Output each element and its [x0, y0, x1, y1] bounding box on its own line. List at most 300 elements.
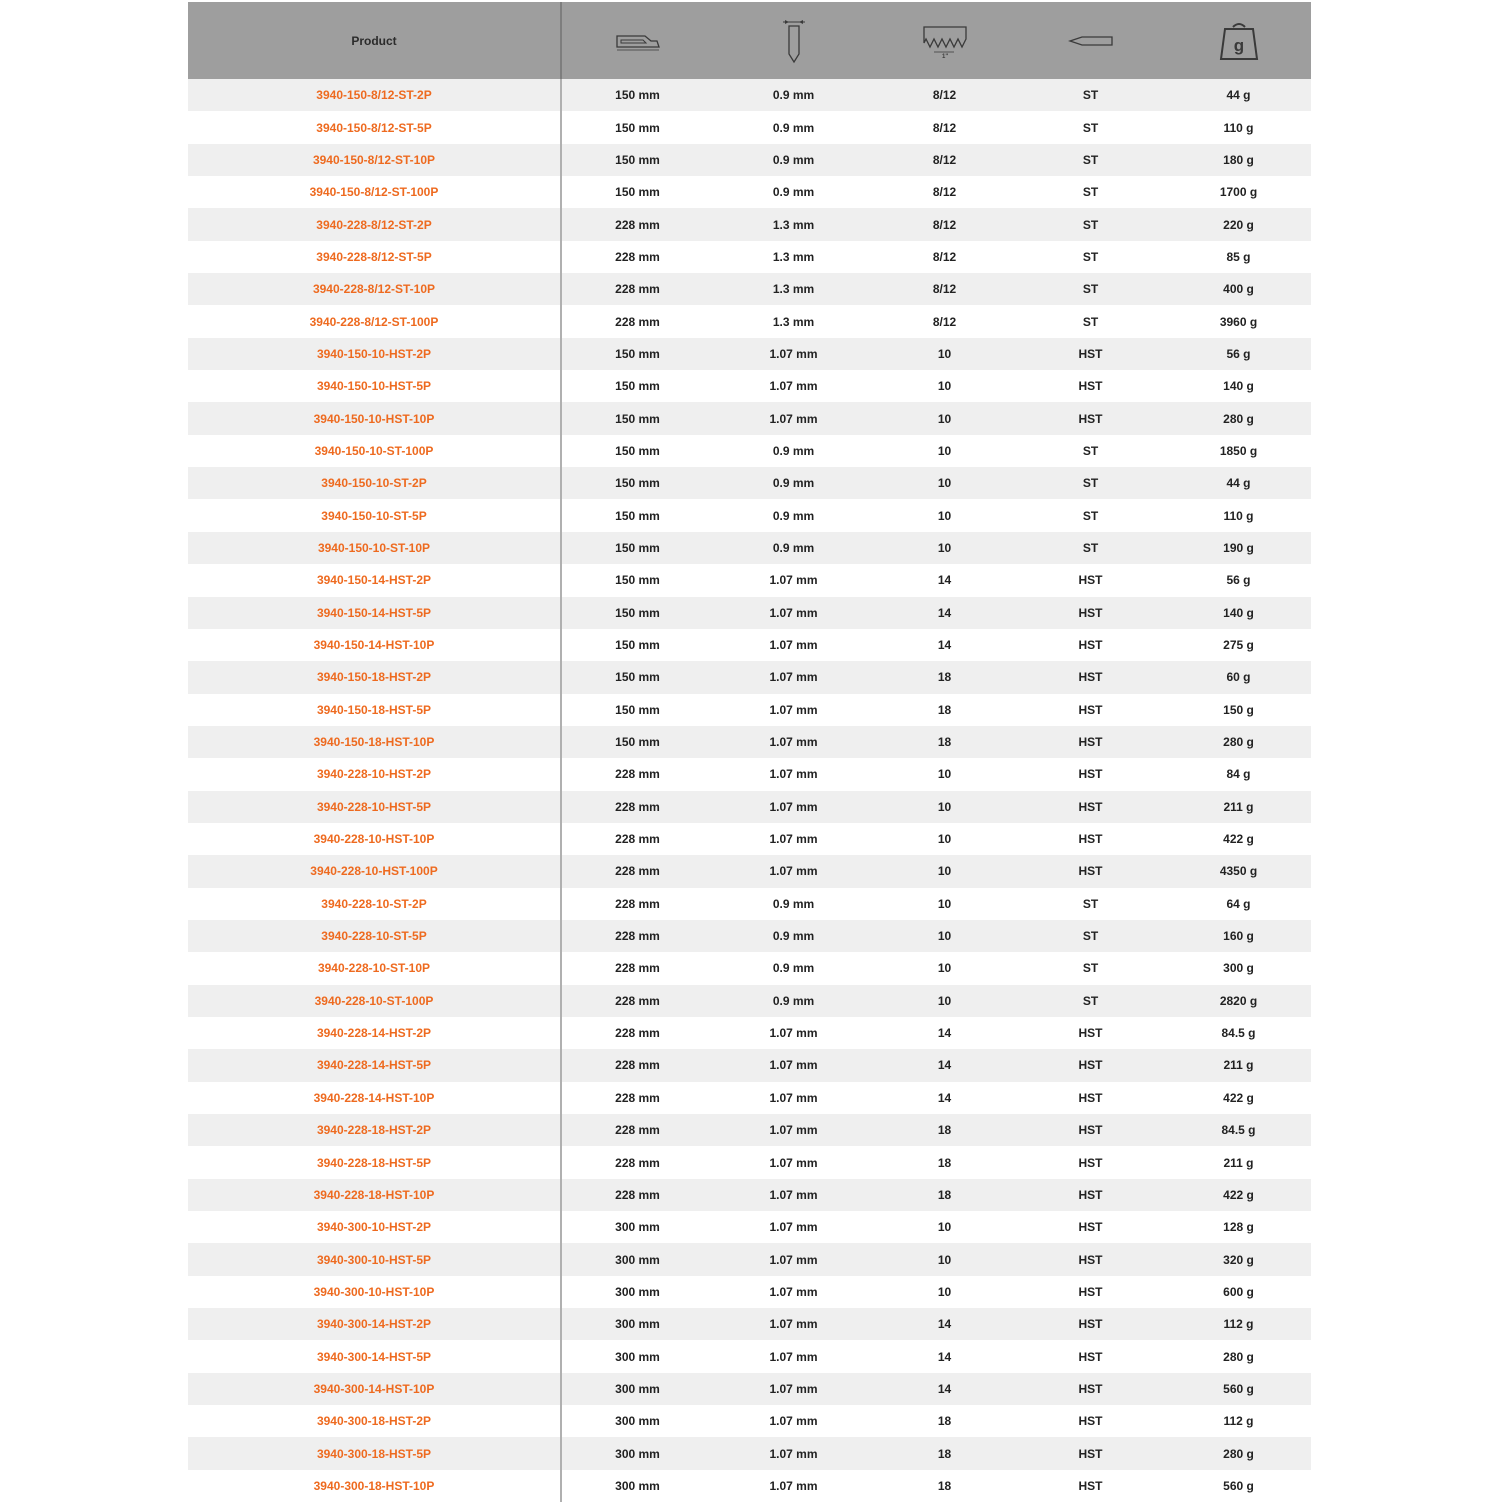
thickness-cell: 0.9 mm	[772, 993, 815, 1008]
product-cell[interactable]: 3940-228-10-HST-5P	[188, 791, 562, 823]
thickness-cell: 1.07 mm	[769, 832, 818, 847]
thickness-cell: 0.9 mm	[772, 120, 815, 135]
length-cell: 150 mm	[615, 735, 660, 750]
product-cell[interactable]: 3940-228-14-HST-5P	[188, 1049, 562, 1081]
table-row	[188, 694, 1311, 726]
product-cell[interactable]: 3940-300-18-HST-2P	[188, 1405, 562, 1437]
tpi-cell: 10	[937, 961, 952, 976]
table-row	[188, 370, 1311, 402]
svg-text:1": 1"	[941, 53, 948, 59]
weight-cell: 56 g	[1226, 573, 1251, 588]
tpi-cell: 8/12	[932, 185, 957, 200]
thickness-cell: 0.9 mm	[772, 929, 815, 944]
tpi-cell: 8/12	[932, 314, 957, 329]
product-cell[interactable]: 3940-150-10-ST-10P	[188, 532, 562, 564]
table-body	[188, 79, 1311, 1502]
weight-cell: 64 g	[1226, 896, 1251, 911]
length-cell: 150 mm	[615, 573, 660, 588]
product-cell[interactable]: 3940-300-10-HST-5P	[188, 1243, 562, 1275]
product-cell[interactable]: 3940-150-10-ST-5P	[188, 499, 562, 531]
weight-cell: 180 g	[1223, 152, 1254, 167]
table-row	[188, 855, 1311, 887]
material-cell: HST	[1078, 1446, 1103, 1461]
tpi-cell: 14	[937, 1317, 952, 1332]
weight-cell: 280 g	[1223, 1349, 1254, 1364]
tpi-cell: 10	[937, 1284, 952, 1299]
tpi-cell: 10	[937, 346, 952, 361]
material-cell: ST	[1082, 476, 1099, 491]
tpi-cell: 10	[937, 1220, 952, 1235]
product-cell[interactable]: 3940-150-8/12-ST-100P	[188, 176, 562, 208]
table-row	[188, 629, 1311, 661]
length-cell: 300 mm	[615, 1252, 660, 1267]
thickness-cell: 0.9 mm	[772, 508, 815, 523]
thickness-cell: 1.07 mm	[769, 1414, 818, 1429]
product-cell[interactable]: 3940-300-14-HST-10P	[188, 1373, 562, 1405]
table-row	[188, 1179, 1311, 1211]
thickness-cell: 0.9 mm	[772, 540, 815, 555]
weight-cell: 280 g	[1223, 735, 1254, 750]
weight-cell: 600 g	[1223, 1284, 1254, 1299]
weight-cell: 140 g	[1223, 379, 1254, 394]
material-cell: HST	[1078, 1381, 1103, 1396]
table-row	[188, 661, 1311, 693]
table-row	[188, 888, 1311, 920]
product-cell[interactable]: 3940-300-10-HST-2P	[188, 1211, 562, 1243]
weight-cell: 56 g	[1226, 346, 1251, 361]
tpi-cell: 14	[937, 1381, 952, 1396]
length-cell: 228 mm	[615, 799, 660, 814]
weight-cell: 275 g	[1223, 638, 1254, 653]
tpi-cell: 14	[937, 1349, 952, 1364]
product-cell[interactable]: 3940-150-10-HST-2P	[188, 338, 562, 370]
thickness-cell: 1.07 mm	[769, 799, 818, 814]
material-cell: ST	[1082, 993, 1099, 1008]
weight-cell: 300 g	[1223, 961, 1254, 976]
product-cell[interactable]: 3940-150-14-HST-2P	[188, 564, 562, 596]
length-cell: 150 mm	[615, 185, 660, 200]
thickness-cell: 0.9 mm	[772, 476, 815, 491]
table-row	[188, 1308, 1311, 1340]
product-cell[interactable]: 3940-228-10-ST-5P	[188, 920, 562, 952]
length-cell: 150 mm	[615, 411, 660, 426]
product-cell[interactable]: 3940-228-8/12-ST-5P	[188, 241, 562, 273]
product-cell[interactable]: 3940-228-10-HST-10P	[188, 823, 562, 855]
material-cell: HST	[1078, 1123, 1103, 1138]
weight-cell: 320 g	[1223, 1252, 1254, 1267]
table-row	[188, 823, 1311, 855]
tpi-cell: 18	[937, 1478, 952, 1493]
product-cell[interactable]: 3940-150-18-HST-10P	[188, 726, 562, 758]
length-cell: 150 mm	[615, 88, 660, 103]
product-cell[interactable]: 3940-150-14-HST-5P	[188, 597, 562, 629]
length-cell: 150 mm	[615, 702, 660, 717]
tpi-cell: 10	[937, 476, 952, 491]
length-cell: 228 mm	[615, 314, 660, 329]
table-row	[188, 1276, 1311, 1308]
product-cell[interactable]: 3940-150-8/12-ST-2P	[188, 79, 562, 111]
table-row	[188, 791, 1311, 823]
table-row	[188, 435, 1311, 467]
tpi-cell: 10	[937, 896, 952, 911]
product-cell[interactable]: 3940-228-10-HST-100P	[188, 855, 562, 887]
tpi-cell: 10	[937, 993, 952, 1008]
product-cell[interactable]: 3940-228-10-ST-100P	[188, 985, 562, 1017]
weight-cell: 280 g	[1223, 411, 1254, 426]
table-row	[188, 597, 1311, 629]
weight-cell: 110 g	[1223, 508, 1254, 523]
table-row	[188, 144, 1311, 176]
material-cell: HST	[1078, 1284, 1103, 1299]
table-row	[188, 564, 1311, 596]
thickness-cell: 1.07 mm	[769, 638, 818, 653]
product-cell[interactable]: 3940-300-14-HST-2P	[188, 1308, 562, 1340]
thickness-cell: 1.07 mm	[769, 1317, 818, 1332]
material-cell: HST	[1078, 864, 1103, 879]
tpi-cell: 18	[937, 1446, 952, 1461]
material-icon	[1015, 2, 1166, 79]
tpi-cell: 10	[937, 799, 952, 814]
length-cell: 150 mm	[615, 379, 660, 394]
length-cell: 300 mm	[615, 1478, 660, 1493]
tpi-cell: 8/12	[932, 88, 957, 103]
material-cell: ST	[1082, 152, 1099, 167]
thickness-cell: 1.07 mm	[769, 735, 818, 750]
length-cell: 228 mm	[615, 249, 660, 264]
weight-cell: 160 g	[1223, 929, 1254, 944]
tpi-cell: 10	[937, 832, 952, 847]
length-cell: 228 mm	[615, 1058, 660, 1073]
thickness-cell: 1.07 mm	[769, 411, 818, 426]
product-cell[interactable]: 3940-228-10-ST-2P	[188, 888, 562, 920]
thickness-cell: 1.07 mm	[769, 573, 818, 588]
tpi-cell: 10	[937, 1252, 952, 1267]
thickness-cell: 1.07 mm	[769, 767, 818, 782]
thickness-cell: 1.07 mm	[769, 1381, 818, 1396]
weight-cell: 422 g	[1223, 832, 1254, 847]
length-cell: 228 mm	[615, 1155, 660, 1170]
thickness-cell: 1.07 mm	[769, 864, 818, 879]
material-cell: ST	[1082, 896, 1099, 911]
length-cell: 300 mm	[615, 1220, 660, 1235]
table-row	[188, 952, 1311, 984]
tpi-cell: 8/12	[932, 152, 957, 167]
product-cell[interactable]: 3940-150-10-HST-10P	[188, 402, 562, 434]
thickness-cell: 1.07 mm	[769, 670, 818, 685]
thickness-cell: 0.9 mm	[772, 961, 815, 976]
product-cell[interactable]: 3940-228-8/12-ST-10P	[188, 273, 562, 305]
length-cell: 150 mm	[615, 443, 660, 458]
weight-cell: 422 g	[1223, 1187, 1254, 1202]
weight-cell: 128 g	[1223, 1220, 1254, 1235]
weight-cell: 211 g	[1223, 1058, 1254, 1073]
product-cell[interactable]: 3940-150-18-HST-5P	[188, 694, 562, 726]
material-cell: HST	[1078, 670, 1103, 685]
product-cell[interactable]: 3940-150-8/12-ST-10P	[188, 144, 562, 176]
thickness-cell: 1.07 mm	[769, 1155, 818, 1170]
table-row	[188, 532, 1311, 564]
thickness-cell: 1.07 mm	[769, 605, 818, 620]
blade-length-icon	[562, 2, 713, 79]
blade-thickness-icon	[713, 2, 874, 79]
thickness-cell: 1.07 mm	[769, 1026, 818, 1041]
length-cell: 228 mm	[615, 1026, 660, 1041]
product-cell[interactable]: 3940-150-10-ST-100P	[188, 435, 562, 467]
tpi-cell: 10	[937, 379, 952, 394]
material-cell: ST	[1082, 540, 1099, 555]
tpi-cell: 8/12	[932, 217, 957, 232]
table-row	[188, 758, 1311, 790]
material-cell: HST	[1078, 1252, 1103, 1267]
material-cell: HST	[1078, 573, 1103, 588]
weight-cell: 60 g	[1226, 670, 1251, 685]
material-cell: HST	[1078, 1187, 1103, 1202]
material-cell: HST	[1078, 605, 1103, 620]
material-cell: ST	[1082, 217, 1099, 232]
material-cell: HST	[1078, 1349, 1103, 1364]
thickness-cell: 1.07 mm	[769, 1058, 818, 1073]
weight-cell: 422 g	[1223, 1090, 1254, 1105]
table-row	[188, 79, 1311, 111]
weight-cell: 211 g	[1223, 799, 1254, 814]
length-cell: 150 mm	[615, 540, 660, 555]
tpi-cell: 18	[937, 1414, 952, 1429]
tpi-cell: 8/12	[932, 249, 957, 264]
material-cell: HST	[1078, 1090, 1103, 1105]
product-cell[interactable]: 3940-228-14-HST-10P	[188, 1082, 562, 1114]
material-cell: ST	[1082, 120, 1099, 135]
weight-icon-text: g	[1233, 35, 1244, 55]
weight-cell: 44 g	[1226, 476, 1251, 491]
weight-cell: 2820 g	[1219, 993, 1258, 1008]
table-row	[188, 111, 1311, 143]
length-cell: 300 mm	[615, 1381, 660, 1396]
tpi-cell: 10	[937, 540, 952, 555]
tpi-cell: 14	[937, 638, 952, 653]
material-cell: ST	[1082, 282, 1099, 297]
product-cell[interactable]: 3940-228-8/12-ST-100P	[188, 305, 562, 337]
table-header	[188, 2, 1311, 79]
tpi-cell: 18	[937, 1123, 952, 1138]
tpi-cell: 8/12	[932, 120, 957, 135]
product-cell[interactable]: 3940-150-10-HST-5P	[188, 370, 562, 402]
length-cell: 150 mm	[615, 152, 660, 167]
length-cell: 300 mm	[615, 1414, 660, 1429]
thickness-cell: 1.07 mm	[769, 1478, 818, 1493]
weight-cell: 44 g	[1226, 88, 1251, 103]
length-cell: 150 mm	[615, 508, 660, 523]
weight-cell: 4350 g	[1219, 864, 1258, 879]
weight-icon	[1166, 2, 1311, 79]
product-cell[interactable]: 3940-150-14-HST-10P	[188, 629, 562, 661]
thickness-cell: 1.07 mm	[769, 1284, 818, 1299]
tpi-cell: 8/12	[932, 282, 957, 297]
table-row	[188, 1340, 1311, 1372]
table-row	[188, 985, 1311, 1017]
tpi-cell: 14	[937, 573, 952, 588]
material-cell: ST	[1082, 929, 1099, 944]
tpi-cell: 18	[937, 1155, 952, 1170]
material-cell: HST	[1078, 379, 1103, 394]
material-cell: ST	[1082, 185, 1099, 200]
length-cell: 150 mm	[615, 476, 660, 491]
table-row	[188, 1211, 1311, 1243]
weight-cell: 84 g	[1226, 767, 1251, 782]
product-spec-table	[188, 2, 1311, 1502]
material-cell: HST	[1078, 1317, 1103, 1332]
material-cell: HST	[1078, 638, 1103, 653]
table-row	[188, 1470, 1311, 1502]
thickness-cell: 0.9 mm	[772, 896, 815, 911]
thickness-cell: 1.07 mm	[769, 1123, 818, 1138]
length-cell: 150 mm	[615, 670, 660, 685]
tpi-cell: 18	[937, 735, 952, 750]
weight-cell: 220 g	[1223, 217, 1254, 232]
thickness-cell: 1.07 mm	[769, 1187, 818, 1202]
product-cell[interactable]: 3940-150-10-ST-2P	[188, 467, 562, 499]
length-cell: 228 mm	[615, 217, 660, 232]
length-cell: 228 mm	[615, 1123, 660, 1138]
tpi-cell: 18	[937, 670, 952, 685]
thickness-cell: 1.3 mm	[772, 249, 815, 264]
product-cell[interactable]: 3940-228-8/12-ST-2P	[188, 208, 562, 240]
length-cell: 150 mm	[615, 605, 660, 620]
product-cell[interactable]: 3940-300-14-HST-5P	[188, 1340, 562, 1372]
length-cell: 228 mm	[615, 961, 660, 976]
table-row	[188, 467, 1311, 499]
tpi-cell: 10	[937, 508, 952, 523]
table-row	[188, 1114, 1311, 1146]
material-cell: HST	[1078, 411, 1103, 426]
thickness-cell: 0.9 mm	[772, 88, 815, 103]
weight-cell: 211 g	[1223, 1155, 1254, 1170]
table-row	[188, 338, 1311, 370]
material-cell: HST	[1078, 702, 1103, 717]
material-cell: HST	[1078, 767, 1103, 782]
length-cell: 228 mm	[615, 832, 660, 847]
length-cell: 228 mm	[615, 864, 660, 879]
weight-cell: 84.5 g	[1221, 1026, 1256, 1041]
tpi-cell: 14	[937, 1090, 952, 1105]
product-cell[interactable]: 3940-300-18-HST-10P	[188, 1470, 562, 1502]
thickness-cell: 1.07 mm	[769, 346, 818, 361]
product-cell[interactable]: 3940-300-10-HST-10P	[188, 1276, 562, 1308]
material-cell: HST	[1078, 832, 1103, 847]
material-cell: HST	[1078, 346, 1103, 361]
table-row	[188, 1017, 1311, 1049]
weight-cell: 400 g	[1223, 282, 1254, 297]
weight-cell: 560 g	[1223, 1381, 1254, 1396]
thickness-cell: 1.07 mm	[769, 1446, 818, 1461]
table-row	[188, 1437, 1311, 1469]
tpi-cell: 14	[937, 605, 952, 620]
table-row	[188, 241, 1311, 273]
product-cell[interactable]: 3940-150-8/12-ST-5P	[188, 111, 562, 143]
product-cell[interactable]: 3940-228-10-ST-10P	[188, 952, 562, 984]
tpi-cell: 10	[937, 929, 952, 944]
table-row	[188, 176, 1311, 208]
product-column-header: Product	[188, 2, 562, 79]
weight-cell: 140 g	[1223, 605, 1254, 620]
table-row	[188, 273, 1311, 305]
product-cell[interactable]: 3940-228-10-HST-2P	[188, 758, 562, 790]
thickness-cell: 1.07 mm	[769, 702, 818, 717]
product-cell[interactable]: 3940-228-18-HST-5P	[188, 1146, 562, 1178]
material-cell: ST	[1082, 961, 1099, 976]
table-row	[188, 1146, 1311, 1178]
thickness-cell: 0.9 mm	[772, 152, 815, 167]
tpi-cell: 14	[937, 1026, 952, 1041]
thickness-cell: 1.3 mm	[772, 282, 815, 297]
table-row	[188, 1082, 1311, 1114]
table-row	[188, 726, 1311, 758]
length-cell: 150 mm	[615, 120, 660, 135]
thickness-cell: 1.3 mm	[772, 314, 815, 329]
thickness-cell: 1.07 mm	[769, 1220, 818, 1235]
thickness-cell: 1.07 mm	[769, 1252, 818, 1267]
length-cell: 300 mm	[615, 1317, 660, 1332]
tpi-cell: 10	[937, 443, 952, 458]
length-cell: 228 mm	[615, 993, 660, 1008]
length-cell: 150 mm	[615, 638, 660, 653]
product-cell[interactable]: 3940-228-18-HST-2P	[188, 1114, 562, 1146]
table-row	[188, 1243, 1311, 1275]
product-cell[interactable]: 3940-228-18-HST-10P	[188, 1179, 562, 1211]
product-cell[interactable]: 3940-300-18-HST-5P	[188, 1437, 562, 1469]
weight-cell: 112 g	[1223, 1317, 1254, 1332]
material-cell: HST	[1078, 799, 1103, 814]
material-cell: ST	[1082, 508, 1099, 523]
material-cell: ST	[1082, 443, 1099, 458]
length-cell: 228 mm	[615, 1090, 660, 1105]
tpi-cell: 18	[937, 1187, 952, 1202]
material-cell: HST	[1078, 1058, 1103, 1073]
table-row	[188, 305, 1311, 337]
table-row	[188, 1049, 1311, 1081]
tpi-cell: 14	[937, 1058, 952, 1073]
material-cell: ST	[1082, 314, 1099, 329]
weight-cell: 150 g	[1223, 702, 1254, 717]
table-row	[188, 920, 1311, 952]
tpi-cell: 10	[937, 767, 952, 782]
material-cell: HST	[1078, 1220, 1103, 1235]
weight-cell: 85 g	[1226, 249, 1251, 264]
length-cell: 228 mm	[615, 896, 660, 911]
weight-cell: 1850 g	[1219, 443, 1258, 458]
weight-cell: 1700 g	[1219, 185, 1258, 200]
length-cell: 228 mm	[615, 282, 660, 297]
weight-cell: 110 g	[1223, 120, 1254, 135]
product-cell[interactable]: 3940-228-14-HST-2P	[188, 1017, 562, 1049]
material-cell: HST	[1078, 1026, 1103, 1041]
weight-cell: 190 g	[1223, 540, 1254, 555]
table-row	[188, 1373, 1311, 1405]
length-cell: 150 mm	[615, 346, 660, 361]
product-cell[interactable]: 3940-150-18-HST-2P	[188, 661, 562, 693]
weight-cell: 560 g	[1223, 1478, 1254, 1493]
tpi-cell: 18	[937, 702, 952, 717]
thickness-cell: 1.07 mm	[769, 1349, 818, 1364]
weight-cell: 84.5 g	[1221, 1123, 1256, 1138]
thickness-cell: 0.9 mm	[772, 443, 815, 458]
thickness-cell: 1.3 mm	[772, 217, 815, 232]
material-cell: HST	[1078, 735, 1103, 750]
tpi-cell: 10	[937, 864, 952, 879]
weight-cell: 112 g	[1223, 1414, 1254, 1429]
table-row	[188, 1405, 1311, 1437]
material-cell: ST	[1082, 249, 1099, 264]
material-cell: HST	[1078, 1478, 1103, 1493]
